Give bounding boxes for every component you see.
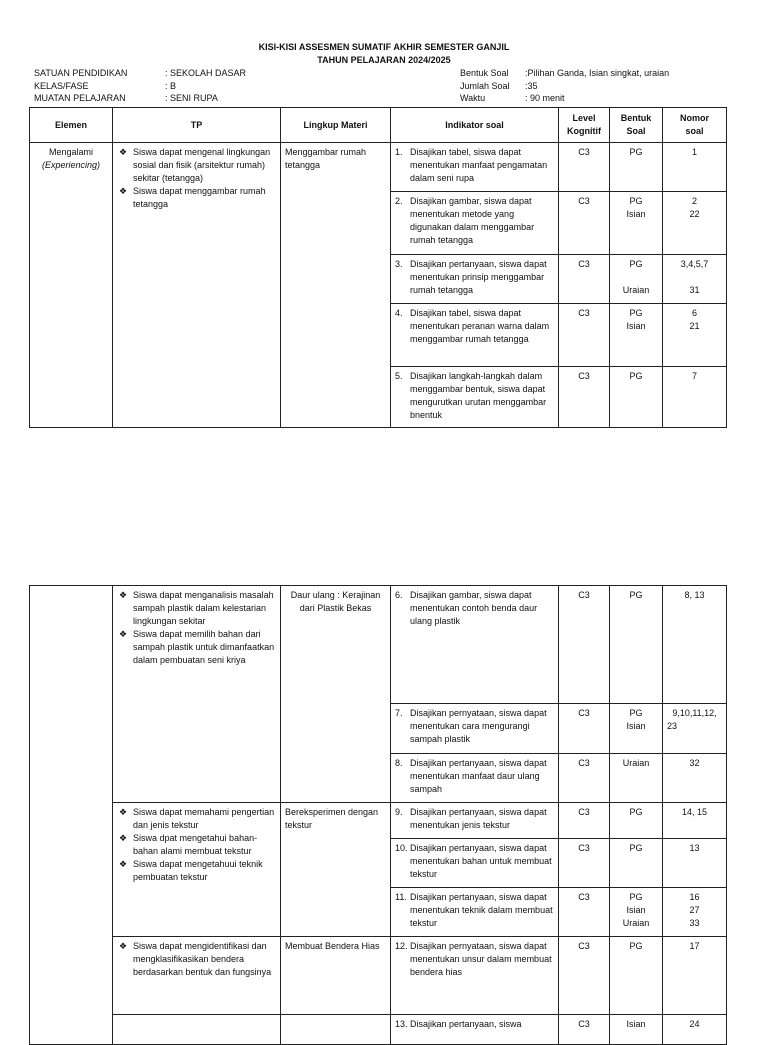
- indikator-cell: 1. Disajikan tabel, siswa dapat menentukan manfaat pengamatan dalam seni rupa: [391, 143, 559, 192]
- table-row: [30, 143, 727, 192]
- tp-item: ❖ Siswa dapat mengidentifikasi dan mengklasifikasikan bendera berdasarkan bentuk dan fungsinya: [119, 941, 272, 977]
- tp-cell: [113, 586, 281, 803]
- diamond-bullet-icon: ❖: [119, 147, 128, 157]
- meta-left: [34, 67, 246, 105]
- lingkup-cell: [281, 1015, 391, 1045]
- diamond-bullet-icon: ❖: [119, 629, 128, 639]
- meta-value: :35: [525, 80, 538, 91]
- tp-cell: [113, 803, 281, 937]
- meta-label: Jumlah Soal: [460, 80, 510, 91]
- level-cell: C3: [559, 143, 610, 192]
- indikator-cell: 11. Disajikan pertanyaan, siswa dapat menentukan teknik dalam membuat tekstur: [391, 888, 559, 937]
- indikator-cell: 7. Disajikan pernyataan, siswa dapat menentukan cara mengurangi sampah plastik: [391, 704, 559, 754]
- nomor-cell: 14, 15: [663, 803, 727, 839]
- level-cell: C3: [559, 888, 610, 937]
- diamond-bullet-icon: ❖: [119, 859, 128, 869]
- indikator-cell: 5. Disajikan langkah-langkah dalam menggambar bentuk, siswa dapat mengurutkan urutan menggambar bnentuk: [391, 367, 559, 428]
- nomor-cell: 24: [663, 1015, 727, 1045]
- document-title: KISI-KISI ASSESMEN SUMATIF AKHIR SEMESTER GANJIL: [258, 42, 510, 52]
- nomor-cell: 3,4,5,7 31: [663, 255, 727, 304]
- level-cell: C3: [559, 839, 610, 888]
- tp-cell: [113, 937, 281, 1015]
- level-cell: C3: [559, 704, 610, 754]
- col-header-level: Level Kognitif: [559, 108, 610, 143]
- document-subtitle: TAHUN PELAJARAN 2024/2025: [317, 55, 451, 65]
- bentuk-cell: PG: [610, 143, 663, 192]
- diamond-bullet-icon: ❖: [119, 833, 128, 843]
- meta-value: :Pilihan Ganda, Isian singkat, uraian: [525, 68, 670, 78]
- table-row: [30, 586, 727, 704]
- nomor-cell: 9,10,11,12, 23: [663, 704, 727, 754]
- level-cell: C3: [559, 754, 610, 803]
- meta-label: SATUAN PENDIDIKAN: [34, 68, 128, 78]
- table-row: [30, 937, 727, 1015]
- diamond-bullet-icon: ❖: [119, 807, 128, 817]
- col-header-elemen: Elemen: [30, 108, 113, 143]
- tp-cell: [113, 1015, 281, 1045]
- nomor-cell: 2 22: [663, 192, 727, 255]
- col-header-nomor: Nomor soal: [663, 108, 727, 143]
- bentuk-cell: PG: [610, 367, 663, 428]
- indikator-cell: 8. Disajikan pertanyaan, siswa dapat menentukan manfaat daur ulang sampah: [391, 754, 559, 803]
- meta-label: Waktu: [460, 93, 486, 103]
- bentuk-cell: PG Isian: [610, 704, 663, 754]
- nomor-cell: 13: [663, 839, 727, 888]
- tp-item: ❖ Siswa dapat menggambar rumah tetangga: [119, 186, 266, 209]
- diamond-bullet-icon: ❖: [119, 941, 128, 951]
- meta-label: Bentuk Soal: [460, 68, 509, 78]
- indikator-cell: 10. Disajikan pertanyaan, siswa dapat menentukan bahan untuk membuat tekstur: [391, 839, 559, 888]
- indikator-cell: 13. Disajikan pertanyaan, siswa: [391, 1015, 559, 1045]
- diamond-bullet-icon: ❖: [119, 186, 128, 196]
- tp-item: ❖ Siswa dapat mengenal lingkungan sosial dan fisik (arsitektur rumah) sekitar (tetangga): [119, 147, 271, 183]
- bentuk-cell: PG: [610, 937, 663, 1015]
- tp-item: ❖ Siswa dapat menganalisis masalah sampah plastik dalam kelestarian lingkungan sekitar: [119, 590, 274, 626]
- indikator-cell: 2. Disajikan gambar, siswa dapat menentukan metode yang digunakan dalam menggambar rumah tetangga: [391, 192, 559, 255]
- meta-value: : SEKOLAH DASAR: [165, 68, 247, 78]
- table-header-row: [30, 108, 727, 143]
- meta-value: : 90 menit: [525, 93, 565, 103]
- level-cell: C3: [559, 586, 610, 704]
- indikator-cell: 9. Disajikan pertanyaan, siswa dapat menentukan jenis tekstur: [391, 803, 559, 839]
- kisi-kisi-table-1: [29, 107, 727, 428]
- meta-label: KELAS/FASE: [34, 80, 89, 91]
- elemen-cell: [30, 586, 113, 1045]
- elemen-cell: Mengalami (Experiencing): [30, 143, 113, 428]
- nomor-cell: 16 27 33: [663, 888, 727, 937]
- nomor-cell: 1: [663, 143, 727, 192]
- indikator-cell: 6. Disajikan gambar, siswa dapat menentukan contoh benda daur ulang plastik: [391, 586, 559, 704]
- level-cell: C3: [559, 192, 610, 255]
- lingkup-cell: Daur ulang : Kerajinan dari Plastik Bekas: [281, 586, 391, 803]
- bentuk-cell: PG: [610, 803, 663, 839]
- level-cell: C3: [559, 367, 610, 428]
- level-cell: C3: [559, 937, 610, 1015]
- meta-value: : SENI RUPA: [165, 93, 218, 103]
- nomor-cell: 8, 13: [663, 586, 727, 704]
- indikator-cell: 12. Disajikan pernyataan, siswa dapat menentukan unsur dalam membuat bendera hias: [391, 937, 559, 1015]
- tp-item: ❖ Siswa dapat memahami pengertian dan jenis tekstur: [119, 807, 275, 830]
- level-cell: C3: [559, 1015, 610, 1045]
- bentuk-cell: Uraian: [610, 754, 663, 803]
- bentuk-cell: PG Uraian: [610, 255, 663, 304]
- nomor-cell: 7: [663, 367, 727, 428]
- table-row-cutoff: [30, 1015, 727, 1045]
- col-header-lingkup: Lingkup Materi: [281, 108, 391, 143]
- col-header-tp: TP: [113, 108, 281, 143]
- kisi-kisi-table-2: [29, 585, 727, 1045]
- indikator-cell: 4. Disajikan tabel, siswa dapat menentukan peranan warna dalam menggambar rumah tetangga: [391, 304, 559, 367]
- meta-right: [460, 67, 669, 105]
- meta-label: MUATAN PELAJARAN: [34, 93, 126, 103]
- level-cell: C3: [559, 304, 610, 367]
- tp-item: ❖ Siswa dapat memilih bahan dari sampah plastik untuk dimanfaatkan dalam pembuatan seni kriya: [119, 629, 275, 665]
- bentuk-cell: PG Isian: [610, 304, 663, 367]
- col-header-indikator: Indikator soal: [391, 108, 559, 143]
- diamond-bullet-icon: ❖: [119, 590, 128, 600]
- bentuk-cell: Isian: [610, 1015, 663, 1045]
- meta-value: : B: [165, 80, 177, 91]
- level-cell: C3: [559, 803, 610, 839]
- tp-cell: [113, 143, 281, 428]
- lingkup-cell: Bereksperimen dengan tekstur: [281, 803, 391, 937]
- nomor-cell: 17: [663, 937, 727, 1015]
- level-cell: C3: [559, 255, 610, 304]
- tp-item: ❖ Siswa dpat mengetahui bahan-bahan alami membuat tekstur: [119, 833, 258, 856]
- nomor-cell: 6 21: [663, 304, 727, 367]
- tp-item: ❖ Siswa dapat mengetahuui teknik pembuatan tekstur: [119, 859, 263, 882]
- bentuk-cell: PG Isian Uraian: [610, 888, 663, 937]
- nomor-cell: 32: [663, 754, 727, 803]
- lingkup-cell: Membuat Bendera Hias: [281, 937, 391, 1015]
- lingkup-cell: Menggambar rumah tetangga: [281, 143, 391, 428]
- indikator-cell: 3. Disajikan pertanyaan, siswa dapat menentukan prinsip menggambar rumah tetangga: [391, 255, 559, 304]
- bentuk-cell: PG: [610, 586, 663, 704]
- table-row: [30, 803, 727, 839]
- col-header-bentuk: Bentuk Soal: [610, 108, 663, 143]
- bentuk-cell: PG Isian: [610, 192, 663, 255]
- bentuk-cell: PG: [610, 839, 663, 888]
